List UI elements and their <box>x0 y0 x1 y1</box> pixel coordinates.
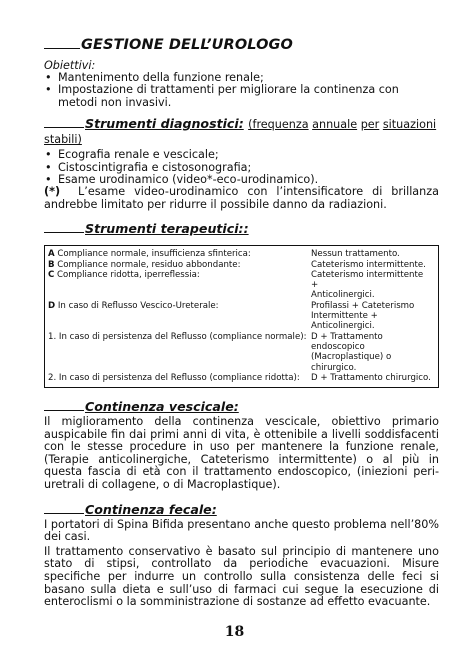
table-row: 1. In caso di persistenza del Reflusso (compliance normale): D + Trattamento endoscopico <box>48 331 383 352</box>
objective-item: • Impostazione di trattamenti per migliorare la continenza con metodi non invasivi. <box>44 84 439 109</box>
objectives-list <box>44 72 439 109</box>
title-leader-line <box>44 36 80 49</box>
diagnostic-tools-heading: Strumenti diagnostici: (frequenza annuale per situazioni stabili) <box>44 116 437 147</box>
bladder-continence-heading: Continenza vescicale: <box>44 398 439 414</box>
note-mark: (*) <box>44 185 61 199</box>
diagnostic-frequency: (frequenza annuale per situazioni stabili) <box>44 118 437 147</box>
diagnostic-item: • Ecografia renale e vescicale; <box>44 149 439 161</box>
table-row: C Compliance ridotta, iperreflessia: Cateterismo intermittente + <box>48 269 424 291</box>
table-row: Anticolinergici. <box>311 290 375 301</box>
table-row: A Compliance normale, insufficienza sfinterica: Nessun trattamento. <box>48 249 400 260</box>
diagnostic-item: • Cistoscintigrafia e cistosonografia; <box>44 162 439 174</box>
therapeutic-tools-heading: Strumenti terapeutici:: <box>44 220 439 236</box>
leader-line <box>44 115 84 128</box>
therapy-table <box>44 245 439 388</box>
diagnostic-list <box>44 149 439 186</box>
table-row: D In caso di Reflusso Vescico-Ureterale: Profilassi + Cateterismo <box>48 300 415 311</box>
page-title <box>44 36 439 53</box>
diagnostic-note <box>44 186 439 211</box>
diagnostic-item: • Esame urodinamico (video*-eco-urodinamico). <box>44 174 439 186</box>
leader-line <box>44 501 84 514</box>
table-row: (Macroplastique) o chirurgico. <box>311 352 392 373</box>
fecal-continence-heading: Continenza fecale: <box>44 501 439 517</box>
leader-line <box>44 398 84 411</box>
table-row: Intermittente + Anticolinergici. <box>311 311 378 332</box>
table-row: 2. In caso di persistenza del Reflusso (compliance ridotta): D + Trattamento chirurgico. <box>48 372 431 383</box>
note-text: L’esame video-urodinamico con l’intensificatore di brillanza andrebbe limitato per ridurre il possibile danno da radiazioni. <box>44 185 439 211</box>
fecal-continence-text-1: I portatori di Spina Bifida presentano anche questo problema nell’80% dei casi. <box>44 517 439 544</box>
page-title-text: GESTIONE DELL’UROLOGO <box>81 37 293 53</box>
objective-item: • Mantenimento della funzione renale; <box>44 72 439 84</box>
bladder-continence-text: Il miglioramento della continenza vescicale, obiettivo primario auspicabile fin dai primi anni di vita, è ottenibile a livelli soddisfacenti con le stesse procedure in uso per mantenere la funzione renale, (Terapie anticolinergiche, Cateterismo intermittente) o al più in questa fascia di età con il trattamento endoscopico, (iniezioni peri-uretrali di collagene, o di Macroplastique). <box>44 415 439 492</box>
page-number: 18 <box>224 624 245 640</box>
objectives-label: Obiettivi: <box>44 59 96 72</box>
table-row: B Compliance normale, residuo abbondante: Cateterismo intermittente. <box>48 259 426 270</box>
leader-line <box>44 220 84 233</box>
fecal-continence-text-2: Il trattamento conservativo è basato sul principio di mantenere uno stato di stipsi, controllato da periodiche evacuazioni. Misure specifiche per indurre un controllo sulla consistenza delle feci si basano sulla dieta e sull’uso di farmaci cui segue la esecuzione di enteroclismi o la somministrazione di sostanze ad effetto evacuante. <box>44 544 439 609</box>
